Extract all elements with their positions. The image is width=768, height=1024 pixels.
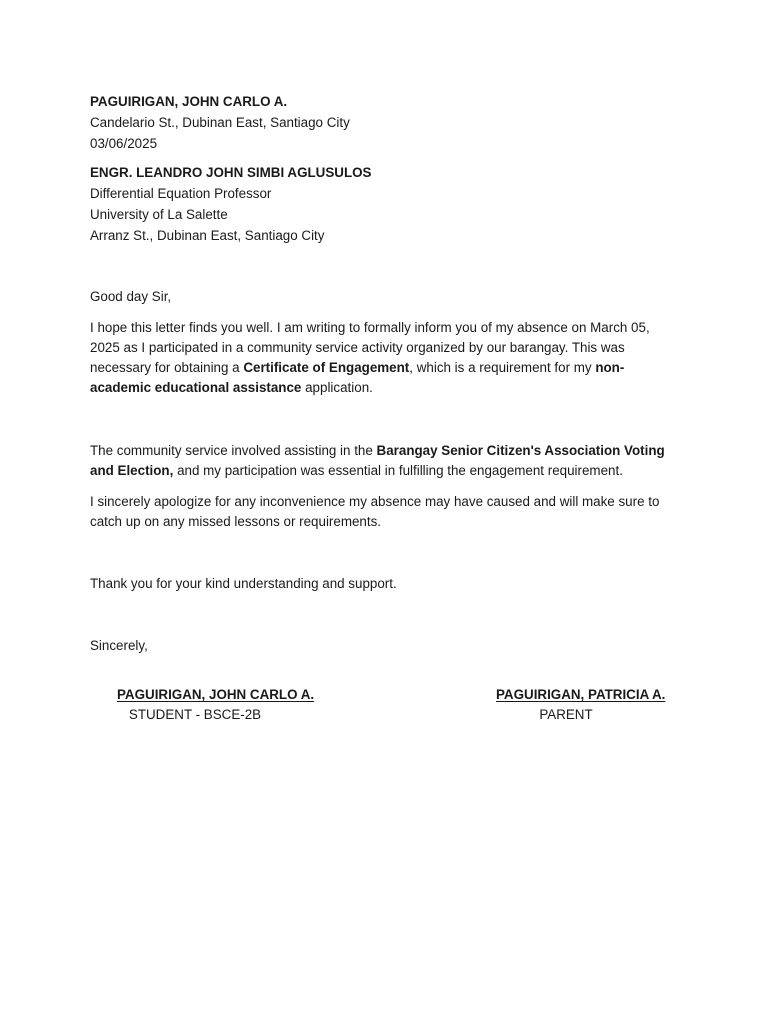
- signature-parent: [496, 686, 666, 704]
- p1-assistance-emphasis: non-academic educational assistance: [90, 360, 625, 395]
- recipient-name: ENGR. LEANDRO JOHN SIMBI AGLUSULOS: [90, 165, 372, 180]
- p1-certificate-emphasis: Certificate of Engagement: [243, 360, 410, 375]
- body-paragraph-1: [90, 318, 680, 398]
- recipient-address: Arranz St., Dubinan East, Santiago City: [90, 228, 325, 243]
- student-signature-name: PAGUIRIGAN, JOHN CARLO A.: [117, 687, 315, 702]
- sender-name: PAGUIRIGAN, JOHN CARLO A.: [90, 94, 288, 109]
- parent-role: PARENT: [539, 707, 593, 722]
- parent-signature-name: PAGUIRIGAN, PATRICIA A.: [496, 687, 666, 702]
- body-paragraph-2: [90, 441, 680, 481]
- recipient-title: Differential Equation Professor: [90, 186, 272, 201]
- signature-student: [117, 686, 315, 704]
- p1-text-a: I hope this letter finds you well. I am writing to formally inform you of my absence on March 05, 2025 as I participated in a community service activity organized by our barangay. This was necessary for obtaining a: [90, 320, 650, 375]
- body-paragraph-4: Thank you for your kind understanding and support.: [90, 576, 397, 591]
- sender-address: Candelario St., Dubinan East, Santiago City: [90, 115, 350, 130]
- p1-text-e: application.: [301, 380, 373, 395]
- p1-text-c: , which is a requirement for my: [409, 360, 596, 375]
- recipient-institution: University of La Salette: [90, 207, 228, 222]
- p2-text-c: and my participation was essential in fulfilling the engagement requirement.: [173, 463, 623, 478]
- closing: Sincerely,: [90, 638, 148, 653]
- p2-event-emphasis: Barangay Senior Citizen's Association Voting and Election,: [90, 443, 665, 478]
- body-paragraph-3: I sincerely apologize for any inconvenience my absence may have caused and will make sure to catch up on any missed lessons or requirements.: [90, 494, 660, 529]
- letter-date: 03/06/2025: [90, 136, 158, 151]
- student-role: STUDENT - BSCE-2B: [128, 707, 262, 722]
- salutation: Good day Sir,: [90, 289, 172, 304]
- p2-text-a: The community service involved assisting in the: [90, 443, 377, 458]
